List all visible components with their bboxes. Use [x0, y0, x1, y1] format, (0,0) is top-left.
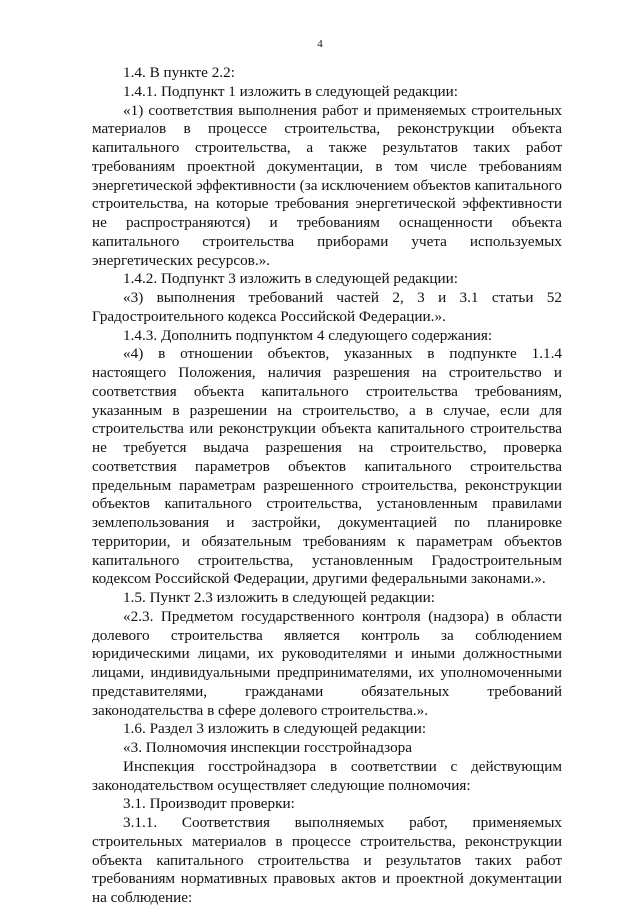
paragraph: 3.1. Производит проверки: — [123, 795, 295, 813]
paragraph: 1.5. Пункт 2.3 изложить в следующей редакции: — [123, 589, 436, 606]
document-body — [92, 64, 562, 908]
paragraph: 1.6. Раздел 3 изложить в следующей редакции: — [123, 720, 427, 738]
paragraph: 1.4. В пункте 2.2: — [123, 64, 235, 81]
page-number: 4 — [317, 38, 323, 50]
paragraph: «1) соответствия выполнения работ и применяемых строительных материалов в процессе строительства, реконструкции объекта капитального строительства, а также результатов таких работ требованиям проектной документации, в том числе требованиям энергетической эффективности (за исключением объектов капитального строительства, на которые требования энергетической эффективности не распространяются) и требованиям оснащенности объекта капитального строительства приборами учета используемых энергетических ресурсов.». — [92, 101, 562, 269]
paragraph: 1.4.1. Подпункт 1 изложить в следующей редакции: — [123, 82, 459, 100]
paragraph: 1.4.3. Дополнить подпунктом 4 следующего содержания: — [123, 326, 493, 344]
paragraph: «4) в отношении объектов, указанных в подпункте 1.1.4 настоящего Положения, наличия разрешения на строительство и соответствия объекта капитального строительства требованиям, указанным в разрешении на строительство, а в случае, если для строительства или реконструкции объекта капитального строительства не требуется выдача разрешения на строительство, проверка соответствия параметров объектов капитального строительства предельным параметрам разрешенного строительства, реконструкции объектов капитального строительства, установленным правилами землепользования и застройки, документацией по планировке территории, и обязательным требованиям к параметрам объектов капитального строительства, установленным Градостроительным кодексом Российской Федерации, другими федеральными законами.». — [92, 345, 562, 588]
paragraph: «2.3. Предметом государственного контроля (надзора) в области долевого строительства является контроль за соблюдением юридическими лицами, их руководителями и иными должностными лицами, индивидуальными предпринимателями, их уполномоченными представителями, гражданами обязательных требований законодательства в сфере долевого строительства.». — [92, 607, 562, 719]
paragraph: «3. Полномочия инспекции госстройнадзора — [123, 739, 412, 756]
paragraph: 1.4.2. Подпункт 3 изложить в следующей редакции: — [123, 270, 459, 288]
paragraph: 3.1.1. Соответствия выполняемых работ, применяемых строительных материалов в процессе строительства, реконструкции объекта капитального строительства и результатов таких работ требованиям нормативных правовых актов и проектной документации на соблюдение: — [92, 814, 562, 906]
paragraph: Инспекция госстройнадзора в соответствии с действующим законодательством осуществляет следующие полномочия: — [92, 757, 562, 794]
paragraph: «3) выполнения требований частей 2, 3 и 3.1 статьи 52 Градостроительного кодекса Российской Федерации.». — [92, 289, 562, 325]
